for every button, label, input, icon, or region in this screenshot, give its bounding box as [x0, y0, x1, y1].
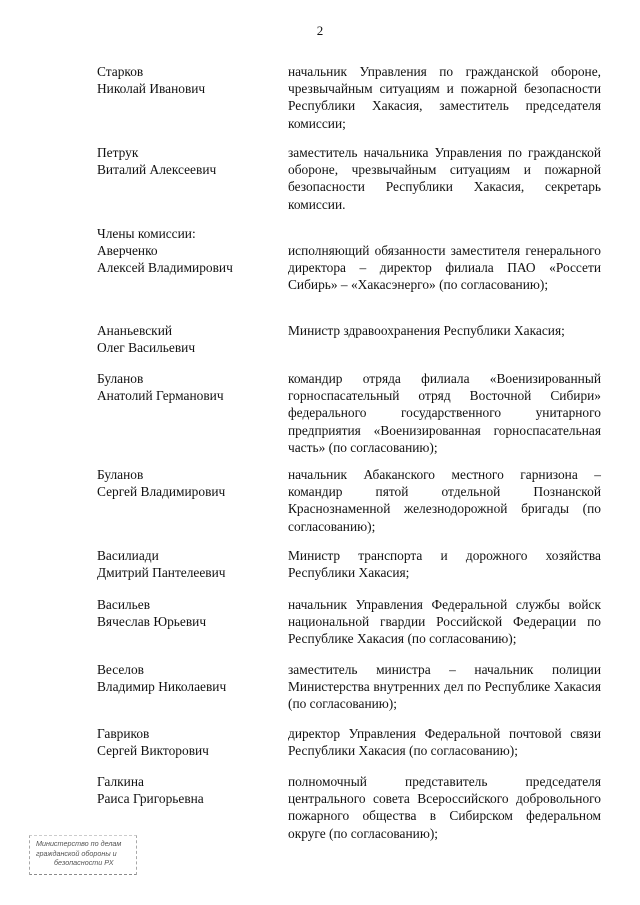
member-name	[97, 144, 282, 178]
first-name-patronymic: Алексей Владимирович	[97, 260, 233, 276]
member-role: исполняющий обязанности заместителя генерального директора – директор филиала ПАО «Россети Сибирь» – «Хакасэнерго» (по согласованию);	[288, 243, 601, 293]
first-name-patronymic: Дмитрий Пантелеевич	[97, 565, 226, 581]
member-name	[97, 547, 282, 581]
member-name	[97, 242, 282, 276]
surname: Веселов	[97, 662, 144, 677]
surname: Буланов	[97, 467, 144, 482]
stamp-line: безопасности РХ	[54, 858, 114, 868]
member-name	[97, 322, 282, 356]
member-name	[97, 725, 282, 759]
member-role: заместитель министра – начальник полиции Министерства внутренних дел по Республике Хакасия (по согласованию);	[288, 662, 601, 712]
stamp-line: Министерство по делам	[36, 839, 122, 848]
surname: Буланов	[97, 371, 144, 386]
surname: Гавриков	[97, 726, 150, 741]
surname: Васильев	[97, 597, 151, 612]
first-name-patronymic: Олег Васильевич	[97, 340, 196, 356]
first-name-patronymic: Владимир Николаевич	[97, 679, 227, 695]
first-name-patronymic: Вячеслав Юрьевич	[97, 614, 207, 630]
first-name-patronymic: Раиса Григорьевна	[97, 791, 204, 807]
page-number: 2	[316, 23, 324, 38]
surname: Старков	[97, 64, 144, 79]
ministry-stamp	[29, 835, 137, 875]
first-name-patronymic: Николай Иванович	[97, 81, 206, 97]
surname: Василиади	[97, 548, 159, 563]
stamp-line: гражданской обороны и	[36, 848, 117, 858]
surname: Галкина	[97, 774, 144, 789]
members-heading: Члены комиссии:	[97, 226, 196, 241]
first-name-patronymic: Сергей Викторович	[97, 743, 209, 759]
member-role: начальник Управления по гражданской обороне, чрезвычайным ситуациям и пожарной безопасности Республики Хакасия, заместитель председателя комиссии;	[288, 64, 601, 131]
member-role: начальник Абаканского местного гарнизона – командир пятой отдельной Познанской Краснознаменной железнодорожной бригады (по согласованию);	[288, 467, 601, 534]
first-name-patronymic: Виталий Алексеевич	[97, 162, 217, 178]
surname: Петрук	[97, 145, 139, 160]
member-role: заместитель начальника Управления по гражданской обороне, чрезвычайным ситуациям и пожарной безопасности Республики Хакасия, секретарь комиссии.	[288, 145, 601, 212]
member-name	[97, 370, 282, 404]
member-name	[97, 466, 282, 500]
member-role: директор Управления Федеральной почтовой связи Республики Хакасия (по согласованию);	[288, 726, 601, 759]
member-role: Министр транспорта и дорожного хозяйства Республики Хакасия;	[288, 548, 601, 581]
member-name	[97, 63, 282, 97]
member-role: Министр здравоохранения Республики Хакасия;	[288, 323, 565, 338]
member-role: командир отряда филиала «Военизированный горноспасательный отряд Восточной Сибири» федерального государственного унитарного предприятия «Военизированная горноспасательная часть» (по согласованию);	[288, 371, 601, 455]
member-role: начальник Управления Федеральной службы войск национальной гвардии Российской Федерации по Республике Хакасия (по согласованию);	[288, 597, 601, 647]
first-name-patronymic: Анатолий Германович	[97, 388, 224, 404]
member-role: полномочный представитель председателя центрального совета Всероссийского добровольного пожарного общества в Сибирском федеральном округе (по согласованию);	[288, 774, 601, 841]
surname: Аверченко	[97, 243, 158, 258]
member-name	[97, 773, 282, 807]
surname: Ананьевский	[97, 323, 173, 338]
member-name	[97, 596, 282, 630]
member-name	[97, 661, 282, 695]
first-name-patronymic: Сергей Владимирович	[97, 484, 226, 500]
